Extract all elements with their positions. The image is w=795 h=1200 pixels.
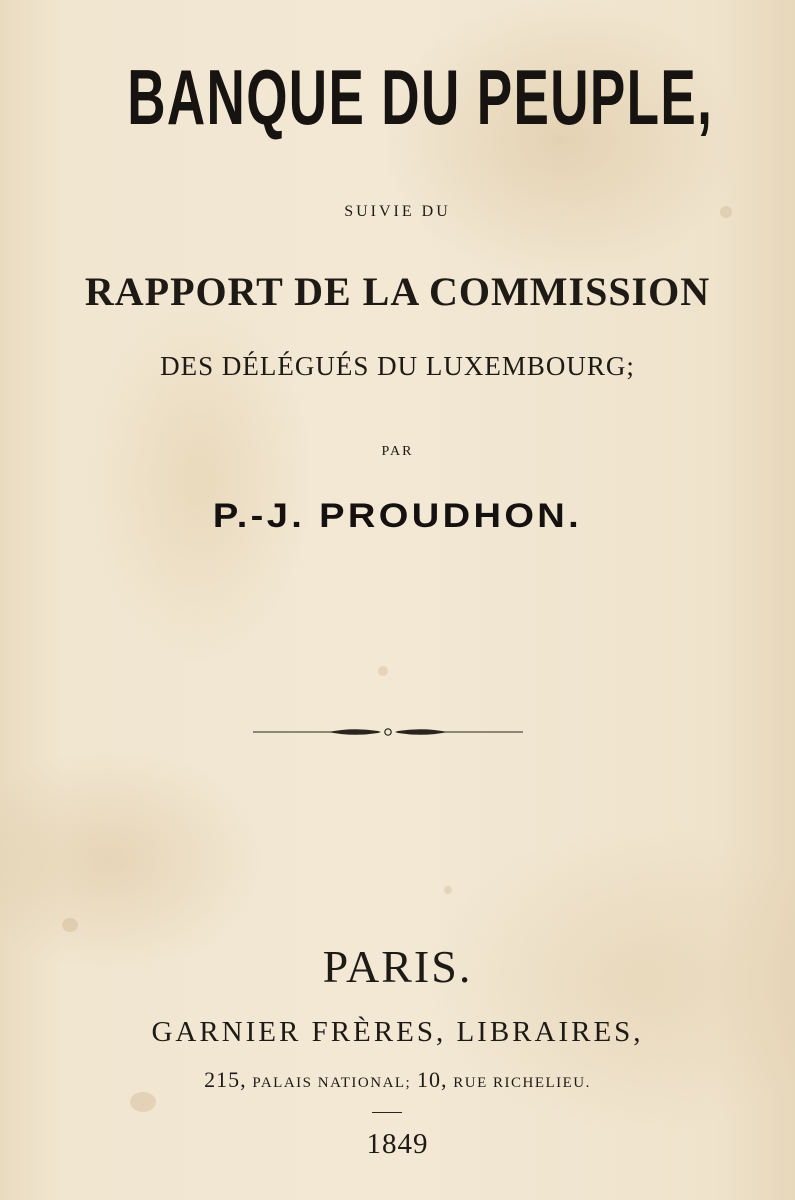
publication-year: 1849 xyxy=(366,1128,429,1160)
short-rule xyxy=(372,1112,402,1113)
publisher-name: GARNIER FRÈRES, LIBRAIRES, xyxy=(151,1016,644,1048)
address-street: RUE RICHELIEU. xyxy=(453,1075,591,1091)
author-name: P.-J. PROUDHON. xyxy=(212,497,583,535)
subtitle-connector: SUIVIE DU xyxy=(344,203,451,220)
subtitle-main: RAPPORT DE LA COMMISSION xyxy=(84,269,711,314)
foxing-spot xyxy=(130,1092,156,1112)
subtitle-secondary: DES DÉLÉGUÉS DU LUXEMBOURG; xyxy=(160,351,635,381)
publisher-address xyxy=(0,1067,795,1093)
ornamental-rule-icon xyxy=(253,724,523,740)
foxing-spot xyxy=(62,918,78,932)
foxing-spot xyxy=(378,666,388,676)
foxing-spot xyxy=(444,886,452,894)
by-line-label: PAR xyxy=(381,444,414,459)
address-number: 215, xyxy=(204,1067,247,1092)
address-street: PALAIS NATIONAL; xyxy=(252,1075,412,1091)
book-title: BANQUE DU PEUPLE, xyxy=(127,53,714,141)
imprint-city: PARIS. xyxy=(322,941,473,992)
address-number: 10, xyxy=(416,1067,448,1092)
